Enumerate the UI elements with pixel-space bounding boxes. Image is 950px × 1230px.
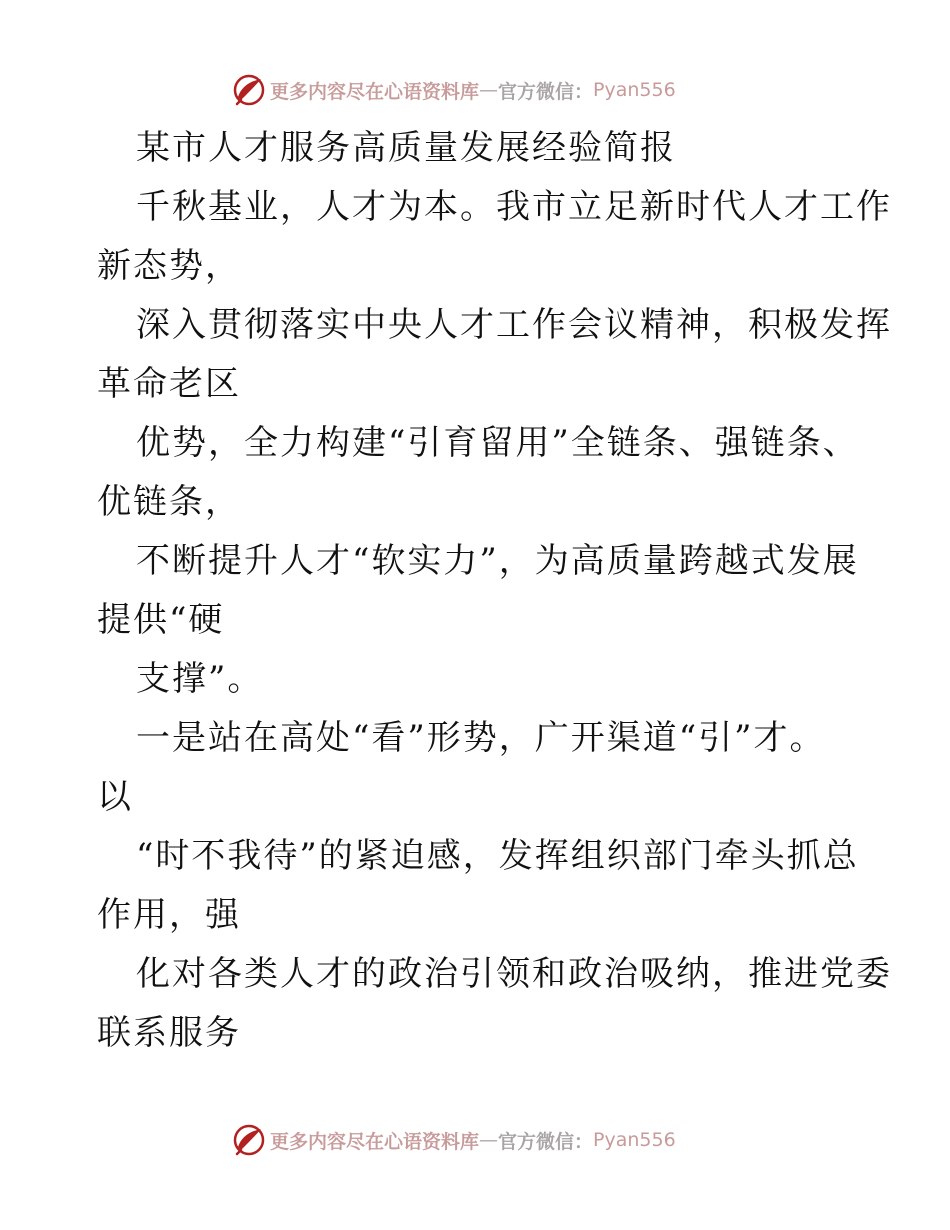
document-title: 某市人才服务高质量发展经验简报	[136, 128, 676, 168]
text-line: 千秋基业，人才为本。我市立足新时代人才工作	[136, 187, 892, 227]
text-line: 以	[97, 777, 133, 817]
text-line: 提供“硬	[97, 600, 225, 640]
pen-seal-icon	[232, 73, 266, 107]
text-line: 化对各类人才的政治引领和政治吸纳，推进党委	[136, 954, 892, 994]
text-line: “时不我待”的紧迫感，发挥组织部门牵头抓总	[136, 836, 859, 876]
text-line: 优链条，	[97, 482, 241, 522]
watermark-text: 更多内容尽在心语资料库	[270, 1130, 480, 1153]
watermark-dash: —	[479, 1129, 499, 1151]
header-watermark	[232, 72, 676, 108]
watermark-dash: —	[479, 79, 499, 101]
text-line: 新态势，	[97, 246, 241, 286]
text-line: 作用，强	[97, 895, 241, 935]
watermark-id: Pyan556	[593, 79, 676, 101]
pen-seal-icon	[232, 1123, 266, 1157]
text-line: 不断提升人才“软实力”，为高质量跨越式发展	[136, 541, 859, 581]
text-line: 支撑”。	[136, 659, 264, 699]
document-body	[97, 119, 892, 1063]
footer-watermark	[232, 1122, 676, 1158]
text-line: 优势，全力构建“引育留用”全链条、强链条、	[136, 423, 859, 463]
text-line: 深入贯彻落实中央人才工作会议精神，积极发挥	[136, 305, 892, 345]
text-line: 一是站在高处“看”形势，广开渠道“引”才。	[136, 718, 826, 758]
watermark-label: 官方微信：	[498, 80, 594, 103]
watermark-text: 更多内容尽在心语资料库	[270, 80, 480, 103]
watermark-id: Pyan556	[593, 1129, 676, 1151]
text-line: 联系服务	[97, 1013, 241, 1053]
text-line: 革命老区	[97, 364, 241, 404]
watermark-label: 官方微信：	[498, 1130, 594, 1153]
